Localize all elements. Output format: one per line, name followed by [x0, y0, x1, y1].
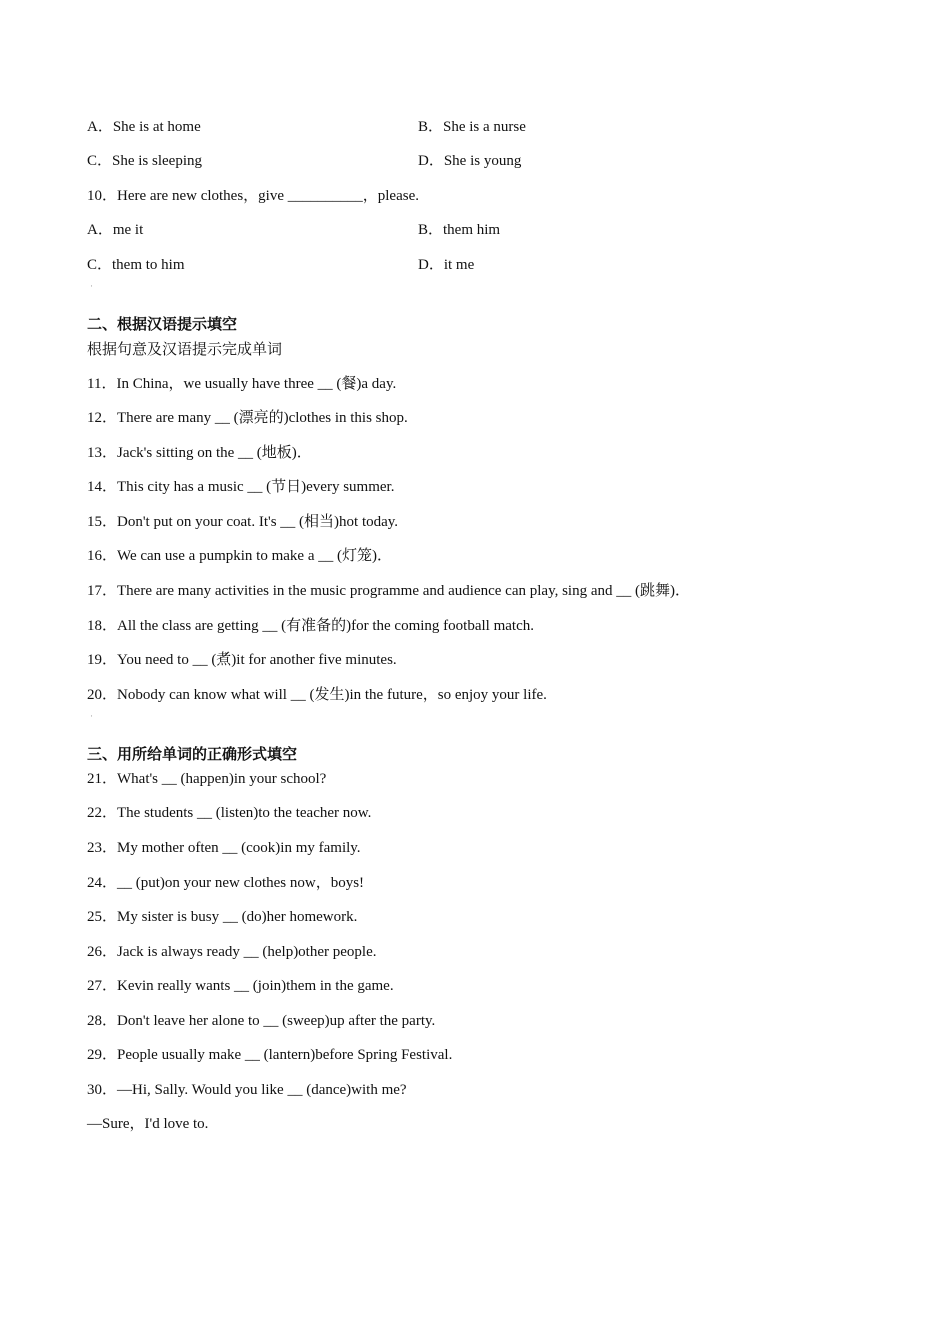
question-26: 26．Jack is always ready __ (help)other people. — [87, 944, 377, 960]
question-28: 28．Don't leave her alone to __ (sweep)up after the party. — [87, 1013, 436, 1029]
q10-option-c: C．them to him — [87, 257, 185, 273]
q10-option-d: D．it me — [418, 257, 475, 273]
question-22: 22．The students __ (listen)to the teacher now. — [87, 805, 372, 821]
question-19: 19．You need to __ (煮)it for another five minutes. — [87, 652, 397, 668]
question-16: 16．We can use a pumpkin to make a __ (灯笼)． — [87, 548, 392, 564]
question-23: 23．My mother often __ (cook)in my family. — [87, 840, 361, 856]
q10-option-b: B．them him — [418, 222, 501, 238]
paragraph-mark: · — [90, 711, 93, 721]
q9-option-a: A．She is at home — [87, 119, 201, 135]
question-15: 15．Don't put on your coat. It's __ (相当)hot today. — [87, 514, 399, 530]
q9-option-d: D．She is young — [418, 153, 522, 169]
q10-stem: 10．Here are new clothes，give __________，please. — [87, 188, 419, 204]
question-27: 27．Kevin really wants __ (join)them in the game. — [87, 978, 394, 994]
q9-option-c: C．She is sleeping — [87, 153, 202, 169]
question-29: 29．People usually make __ (lantern)before Spring Festival. — [87, 1047, 453, 1063]
section2-title: 二、根据汉语提示填空 — [87, 315, 238, 333]
question-13: 13．Jack's sitting on the __ (地板)． — [87, 445, 312, 461]
q10-option-a: A．me it — [87, 222, 144, 238]
question-30: 30．—Hi, Sally. Would you like __ (dance)with me? — [87, 1082, 407, 1098]
section3-title: 三、用所给单词的正确形式填空 — [87, 745, 298, 763]
question-25: 25．My sister is busy __ (do)her homework. — [87, 909, 358, 925]
paragraph-mark: · — [90, 281, 93, 291]
question-14: 14．This city has a music __ (节日)every summer. — [87, 479, 395, 495]
question-20: 20．Nobody can know what will __ (发生)in the future，so enjoy your life. — [87, 687, 547, 703]
question-21: 21．What's __ (happen)in your school? — [87, 771, 327, 787]
question-17: 17．There are many activities in the music programme and audience can play, sing and __ (跳舞)． — [87, 583, 690, 599]
question-24: 24．__ (put)on your new clothes now，boys! — [87, 875, 365, 891]
section2-instruction: 根据句意及汉语提示完成单词 — [87, 340, 283, 358]
question-18: 18．All the class are getting __ (有准备的)for the coming football match. — [87, 618, 534, 634]
question-30-answer-line: —Sure，I'd love to. — [87, 1116, 209, 1132]
question-11: 11．In China，we usually have three __ (餐)a day. — [87, 376, 397, 392]
question-12: 12．There are many __ (漂亮的)clothes in this shop. — [87, 410, 408, 426]
q9-option-b: B．She is a nurse — [418, 119, 526, 135]
